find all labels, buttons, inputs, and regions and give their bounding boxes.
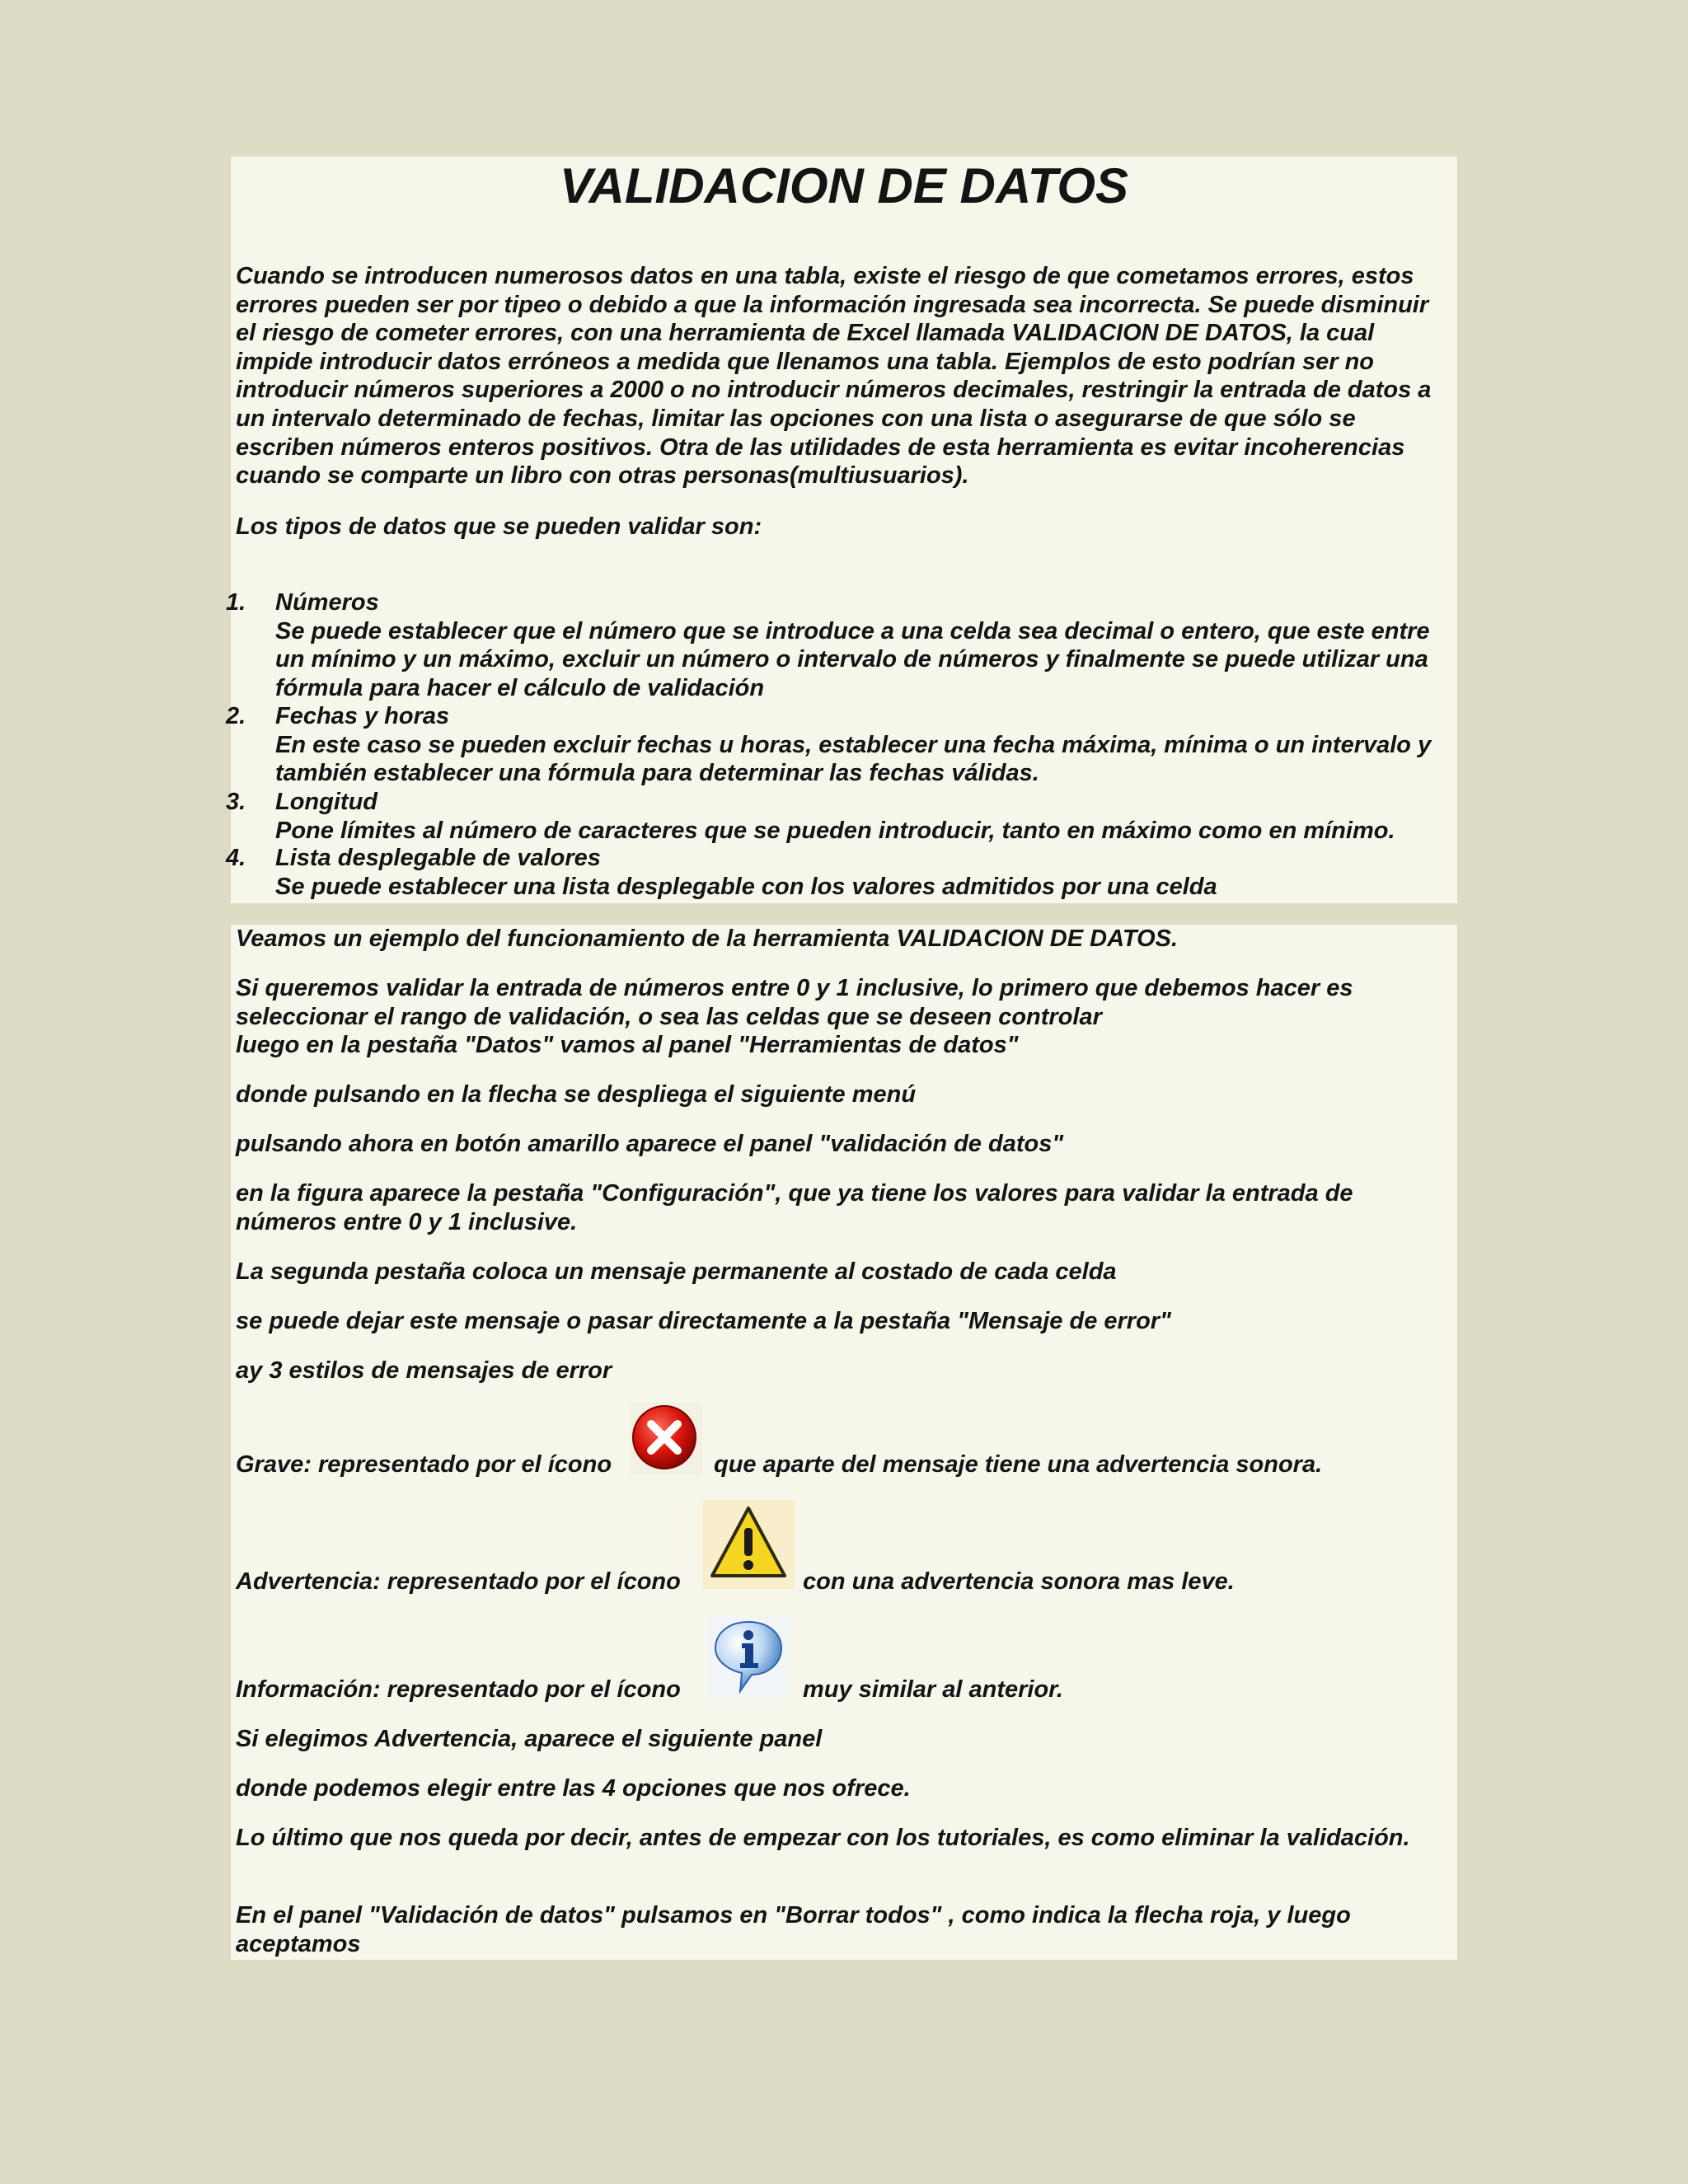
list-item-title: Números	[275, 589, 379, 616]
list-number: 3.	[226, 789, 246, 815]
list-item-description: Se puede establecer una lista desplegable con los valores admitidos por una celda	[275, 873, 1217, 900]
list-item	[226, 588, 1447, 702]
list-item-description: Se puede establecer que el número que se introduce a una celda sea decimal o entero, que este entre un mínimo y un máximo, excluir un número o intervalo de números y finalmente se puede utilizar una fórmula para hacer el cálculo de validación	[275, 617, 1430, 701]
example-step-second-tab: La segunda pestaña coloca un mensaje permanente al costado de cada celda	[236, 1258, 1117, 1285]
informacion-description: muy similar al anterior.	[803, 1676, 1063, 1703]
grave-row	[236, 1451, 612, 1479]
warning-icon	[702, 1500, 795, 1589]
advertencia-description-row	[803, 1568, 1235, 1596]
example-remove-validation: Lo último que nos queda por decir, antes de empezar con los tutoriales, es como eliminar la validación.	[236, 1825, 1410, 1851]
example-step-select-range: Si queremos validar la entrada de números entre 0 y 1 inclusive, lo primero que debemos hacer es seleccionar el rango de validación, o sea las celdas que se deseen controlar	[236, 975, 1353, 1030]
example-step-configuracion: en la figura aparece la pestaña "Configuración", que ya tiene los valores para validar la entrada de números entre 0 y 1 inclusive.	[236, 1180, 1353, 1235]
error-icon	[630, 1403, 702, 1475]
list-item	[226, 788, 1447, 845]
list-item-title: Lista desplegable de valores	[275, 845, 601, 871]
grave-description-row	[714, 1451, 1322, 1479]
intro-panel	[226, 157, 1457, 903]
informacion-description-row	[803, 1675, 1063, 1704]
example-intro: Veamos un ejemplo del funcionamiento de la herramienta VALIDACION DE DATOS.	[236, 926, 1179, 952]
list-item	[226, 702, 1447, 788]
informacion-label: Información: representado por el ícono	[236, 1676, 681, 1703]
page-title: VALIDACION DE DATOS	[559, 158, 1129, 213]
example-options: donde podemos elegir entre las 4 opciones que nos ofrece.	[236, 1775, 911, 1802]
example-step-menu: donde pulsando en la flecha se despliega el siguiente menú	[236, 1081, 917, 1108]
advertencia-row	[236, 1568, 681, 1596]
list-item-title: Longitud	[275, 789, 378, 815]
list-number: 2.	[226, 703, 246, 729]
advertencia-description: con una advertencia sonora mas leve.	[803, 1568, 1235, 1595]
example-step-yellow-button: pulsando ahora en botón amarillo aparece el panel "validación de datos"	[236, 1131, 1064, 1157]
list-item-title: Fechas y horas	[275, 703, 450, 729]
list-item-description: En este caso se pueden excluir fechas u horas, establecer una fecha máxima, mínima o un intervalo y también establecer una fórmula para determinar las fechas válidas.	[275, 731, 1432, 787]
list-number: 4.	[226, 845, 246, 871]
types-heading: Los tipos de datos que se pueden validar son:	[236, 513, 762, 540]
example-panel	[231, 925, 1457, 1960]
example-borrar-todos: En el panel "Validación de datos" pulsamos en "Borrar todos" , como indica la flecha roja, y luego aceptamos	[236, 1902, 1351, 1957]
informacion-row	[236, 1675, 681, 1704]
example-step-datos-tab: luego en la pestaña "Datos" vamos al panel "Herramientas de datos"	[236, 1032, 1019, 1058]
info-icon	[707, 1617, 790, 1698]
list-item-description: Pone límites al número de caracteres que se pueden introducir, tanto en máximo como en mínimo.	[275, 817, 1395, 844]
list-number: 1.	[226, 589, 246, 616]
example-error-styles: ay 3 estilos de mensajes de error	[236, 1357, 612, 1384]
example-advertencia-panel: Si elegimos Advertencia, aparece el siguiente panel	[236, 1726, 823, 1752]
grave-description: que aparte del mensaje tiene una advertencia sonora.	[714, 1451, 1323, 1478]
intro-paragraph: Cuando se introducen numerosos datos en una tabla, existe el riesgo de que cometamos errores, estos errores pueden ser por tipeo o debido a que la información ingresada sea incorrecta. Se puede disminuir el riesgo de cometer errores, con una herramienta de Excel llamada VALIDACION DE DATOS, la cual impide introducir datos erróneos a medida que llenamos una tabla. Ejemplos de esto podrían ser no introducir números superiores a 2000 o no introducir números decimales, restringir la entrada de datos a un intervalo determinado de fechas, limitar las opciones con una lista o asegurarse de que sólo se escriben números enteros positivos. Otra de las utilidades de esta herramienta es evitar incoherencias cuando se comparte un libro con otras personas(multiusuarios).	[236, 263, 1432, 490]
advertencia-label: Advertencia: representado por el ícono	[236, 1568, 681, 1595]
grave-label: Grave: representado por el ícono	[236, 1451, 612, 1478]
list-item	[226, 844, 1447, 901]
example-step-error-tab: se puede dejar este mensaje o pasar directamente a la pestaña "Mensaje de error"	[236, 1308, 1171, 1334]
